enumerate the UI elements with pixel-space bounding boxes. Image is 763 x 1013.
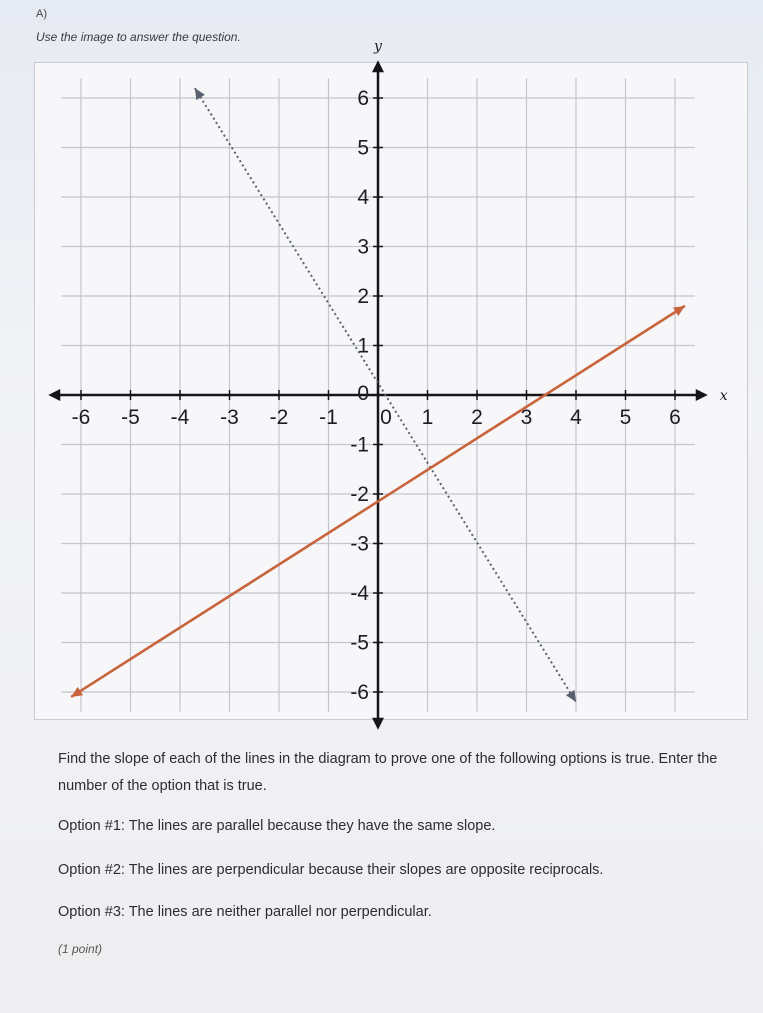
option-1-label: Option #1: xyxy=(58,818,125,834)
y-tick-label: -2 xyxy=(350,483,369,506)
option-2 xyxy=(58,862,603,878)
y-axis-arrow-up xyxy=(372,60,384,72)
y-tick-label: 0 xyxy=(357,382,369,405)
x-tick-label: 6 xyxy=(669,406,681,429)
y-axis-title: y xyxy=(374,38,382,55)
y-tick-label: 1 xyxy=(357,334,369,358)
option-1-text: The lines are parallel because they have the same slope. xyxy=(128,818,496,834)
x-tick-label: -2 xyxy=(269,406,289,429)
x-tick-label: 2 xyxy=(471,406,483,429)
x-tick-label: 3 xyxy=(520,406,533,429)
y-tick-label: 5 xyxy=(357,136,369,160)
question-prompt: Find the slope of each of the lines in the diagram to prove one of the following options is true. Enter the number of the option that is true. xyxy=(58,751,718,794)
option-3 xyxy=(58,904,432,920)
x-tick-label: 1 xyxy=(421,406,434,429)
option-2-text: The lines are perpendicular because their slopes are opposite reciprocals. xyxy=(128,862,604,878)
y-axis-arrow-down xyxy=(372,718,384,730)
y-tick-label: 4 xyxy=(357,186,369,209)
question-number: A) xyxy=(36,8,47,20)
y-tick-label: -1 xyxy=(350,433,369,457)
y-tick-label: -3 xyxy=(350,532,369,556)
y-tick-label: -4 xyxy=(350,582,369,605)
graph-canvas xyxy=(35,38,747,719)
x-axis-arrow-left xyxy=(48,389,60,401)
option-3-text: The lines are neither parallel nor perpendicular. xyxy=(128,904,432,920)
option-2-label: Option #2: xyxy=(58,862,125,878)
x-axis-arrow-right xyxy=(696,389,708,401)
coordinate-graph xyxy=(34,38,748,720)
option-1 xyxy=(58,818,495,834)
x-tick-label: 5 xyxy=(619,406,632,429)
y-tick-label: -6 xyxy=(350,681,369,704)
instruction-text: Use the image to answer the question. xyxy=(36,30,241,44)
x-tick-label: 0 xyxy=(380,406,392,429)
x-tick-label: -5 xyxy=(121,406,140,429)
y-tick-label: 6 xyxy=(357,87,369,110)
x-tick-label: -4 xyxy=(170,406,190,429)
x-tick-label: -3 xyxy=(220,406,239,429)
x-axis-title: x xyxy=(719,388,728,404)
y-tick-label: 2 xyxy=(357,285,369,308)
x-tick-label: -6 xyxy=(71,406,91,429)
y-tick-label: -5 xyxy=(350,631,369,655)
x-tick-label: -1 xyxy=(319,406,338,429)
y-tick-label: 3 xyxy=(357,235,369,259)
x-tick-label: 4 xyxy=(570,406,582,429)
option-3-label: Option #3: xyxy=(58,904,125,920)
point-value: (1 point) xyxy=(58,942,103,956)
